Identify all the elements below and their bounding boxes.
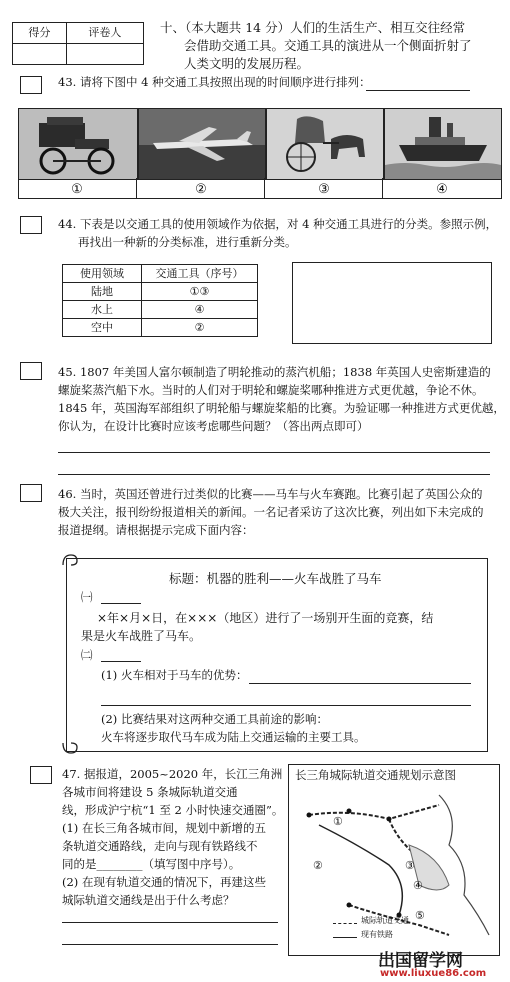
carriage-image [266, 108, 384, 180]
table-cell: ①③ [142, 283, 258, 301]
map-marker-4: ④ [413, 879, 423, 892]
q47-answer-line[interactable] [62, 944, 278, 945]
legend-solid-line [333, 937, 357, 938]
table-header: 使用领域 [63, 265, 142, 283]
q46-line-3: 报道提纲。请根据提示完成下面内容： [58, 523, 254, 537]
sub-question-1: (1) 火车相对于马车的优势： [101, 668, 248, 682]
q47-line-8: 城际轨道交通线是出于什么考虑？ [62, 893, 235, 907]
q47-line-6: 同的是________（填写图中序号）。 [62, 857, 241, 871]
q43-text: 43. 请将下图中 4 种交通工具按照出现的时间顺序进行排列： [58, 75, 371, 89]
map-marker-2: ② [313, 859, 323, 872]
sub-2-answer: 火车将逐步取代马车成为陆上交通运输的主要工具。 [101, 730, 366, 744]
q47-line-4: (1) 在长三角各城市间，规划中新增的五 [62, 821, 266, 835]
q47-line-2: 各城市间将建设 5 条城际轨道交通 [62, 785, 238, 799]
legend-label-1: 城际轨道交通 [361, 916, 409, 925]
table-cell: 空中 [63, 319, 142, 337]
sub-1-answer-line[interactable] [101, 705, 471, 706]
q45-answer-line[interactable] [58, 474, 490, 475]
map-marker-1: ① [333, 815, 343, 828]
q44-score-box[interactable] [20, 216, 42, 234]
report-outline-scroll [66, 558, 488, 752]
q47-answer-line[interactable] [62, 922, 278, 923]
section-line-1: 十、（本大题共 14 分）人们的生活生产、相互交往经常 [160, 20, 466, 35]
table-cell: 水上 [63, 301, 142, 319]
q47-line-3: 线，形成沪宁杭“1 至 2 小时快速交通圈”。 [62, 803, 284, 817]
q43-answer-line[interactable] [366, 90, 470, 91]
score-cell[interactable] [13, 44, 67, 65]
part-2-mark: ㈡ [81, 648, 93, 662]
airplane-image [138, 108, 266, 180]
caption-divider [136, 178, 137, 198]
score-table [12, 22, 144, 65]
q46-line-2: 极大关注，报刊纷纷报道相关的新闻。一名记者采访了这次比赛，列出如下未完成的 [58, 505, 484, 519]
rail-map [288, 764, 500, 956]
section-line-2: 会借助交通工具。交通工具的演进从一个侧面折射了 [184, 38, 472, 53]
q46-score-box[interactable] [20, 484, 42, 502]
caption-3: ③ [318, 182, 330, 197]
scroll-curl-icon [59, 551, 81, 573]
caption-divider [264, 178, 265, 198]
q45-line-1: 45. 1807 年美国人富尔顿制造了明轮推动的蒸汽机船；1838 年英国人史密斯建造的 [58, 365, 491, 379]
report-body-1: ×年×月×日，在×××（地区）进行了一场别开生面的竞赛，结 [97, 611, 434, 625]
grader-cell[interactable] [66, 44, 143, 65]
q45-line-2: 螺旋桨蒸汽船下水。当时的人们对于明轮和螺旋桨哪种推进方式更优越，争论不休。 [58, 383, 484, 397]
q44-line-2: 再找出一种新的分类标准，进行重新分类。 [78, 235, 297, 249]
report-title: 标题：机器的胜利——火车战胜了马车 [169, 571, 382, 586]
caption-divider [382, 178, 383, 198]
caption-2: ② [195, 182, 207, 197]
caption-1: ① [71, 182, 83, 197]
q47-score-box[interactable] [30, 766, 52, 784]
part-2-answer-line[interactable] [101, 661, 141, 662]
table-cell: 陆地 [63, 283, 142, 301]
grader-label: 评卷人 [66, 23, 143, 44]
watermark-cn: 出国留学网 [378, 951, 463, 971]
sub-1-answer-line[interactable] [249, 683, 471, 684]
classification-table [62, 264, 258, 337]
caption-4: ④ [436, 182, 448, 197]
q47-line-5: 条轨道交通路线，走向与现有铁路线不 [62, 839, 258, 853]
part-1-mark: ㈠ [81, 590, 93, 604]
q45-score-box[interactable] [20, 362, 42, 380]
table-header: 交通工具（序号） [142, 265, 258, 283]
report-body-2: 果是火车战胜了马车。 [81, 629, 202, 643]
map-marker-5: ⑤ [415, 909, 425, 922]
watermark-url[interactable]: www.liuxue86.com [380, 968, 487, 979]
q45-line-4: 你认为，在设计比赛时应该考虑哪些问题？（答出两点即可） [58, 419, 369, 433]
q45-line-3: 1845 年，英国海军部组织了明轮船与螺旋桨船的比赛。为验证哪一种推进方式更优越， [58, 401, 505, 415]
map-title: 长三角城际轨道交通规划示意图 [295, 768, 456, 782]
automobile-image [18, 108, 138, 180]
map-marker-3: ③ [405, 859, 415, 872]
q44-answer-box[interactable] [292, 262, 492, 344]
scroll-curl-icon [59, 735, 81, 757]
legend-label-2: 现有铁路 [361, 930, 393, 939]
sub-question-2: (2) 比赛结果对这两种交通工具前途的影响： [101, 712, 328, 726]
table-cell: ④ [142, 301, 258, 319]
q47-line-1: 47. 据报道，2005~2020 年，长江三角洲 [62, 767, 283, 781]
section-line-3: 人类文明的发展历程。 [184, 56, 310, 71]
table-cell: ② [142, 319, 258, 337]
q45-answer-line[interactable] [58, 452, 490, 453]
q47-line-7: (2) 在现有轨道交通的情况下，再建这些 [62, 875, 266, 889]
q43-score-box[interactable] [20, 76, 42, 94]
part-1-answer-line[interactable] [101, 603, 141, 604]
q44-line-1: 44. 下表是以交通工具的使用领域作为依据，对 4 种交通工具进行的分类。参照示例， [58, 217, 498, 231]
q46-line-1: 46. 当时，英国还曾进行过类似的比赛——马车与火车赛跑。比赛引起了英国公众的 [58, 487, 483, 501]
steamship-image [384, 108, 502, 180]
score-label: 得分 [13, 23, 67, 44]
legend-dashed-line [333, 923, 357, 924]
